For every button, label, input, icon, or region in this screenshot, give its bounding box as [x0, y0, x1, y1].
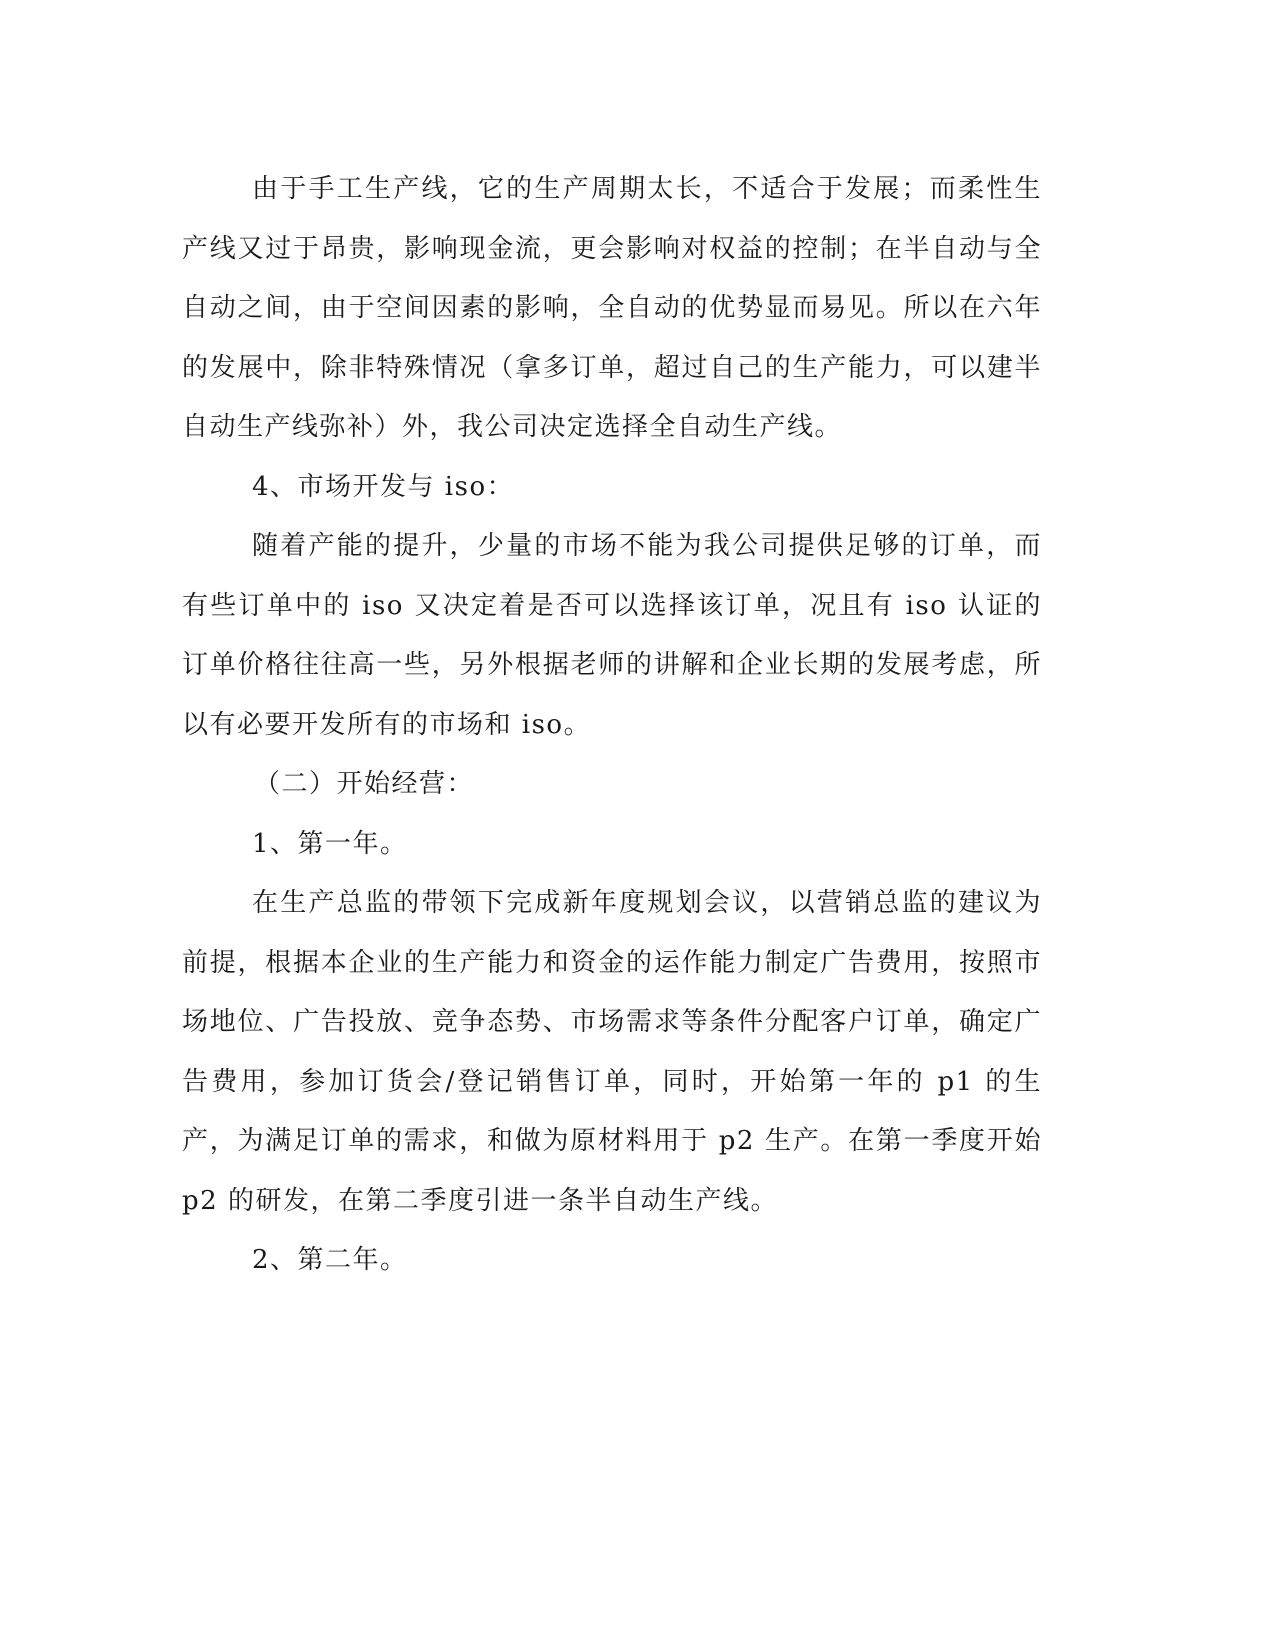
heading-year-two: 2、第二年。 — [252, 1245, 408, 1275]
paragraph-production-line: 由于手工生产线，它的生产周期太长，不适合于发展；而柔性生产线又过于昂贵，影响现金流，更会影响对权益的控制；在半自动与全自动之间，由于空间因素的影响，全自动的优势显而易见。所以在六年的发展中，除非特殊情况（拿多订单，超过自己的生产能力，可以建半自动生产线弥补）外，我公司决定选择全自动生产线。 — [182, 174, 1042, 442]
paragraph-year-one: 在生产总监的带领下完成新年度规划会议，以营销总监的建议为前提，根据本企业的生产能力和资金的运作能力制定广告费用，按照市场地位、广告投放、竞争态势、市场需求等条件分配客户订单，确定广告费用，参加订货会/登记销售订单，同时，开始第一年的 p1 的生产，为满足订单的需求，和做为原材料用于 p2 生产。在第一季度开始 p2 的研发，在第二季度引进一条半自动生产线。 — [182, 888, 1042, 1216]
paragraph-market-iso: 随着产能的提升，少量的市场不能为我公司提供足够的订单，而有些订单中的 iso 又决定着是否可以选择该订单，况且有 iso 认证的订单价格往往高一些，另外根据老师的讲解和企业长期的发展考虑，所以有必要开发所有的市场和 iso。 — [182, 531, 1042, 740]
heading-market-iso: 4、市场开发与 iso： — [252, 471, 515, 502]
heading-start-operations: （二）开始经营： — [254, 769, 475, 799]
document-body — [182, 160, 1042, 1291]
heading-year-one: 1、第一年。 — [252, 828, 408, 859]
